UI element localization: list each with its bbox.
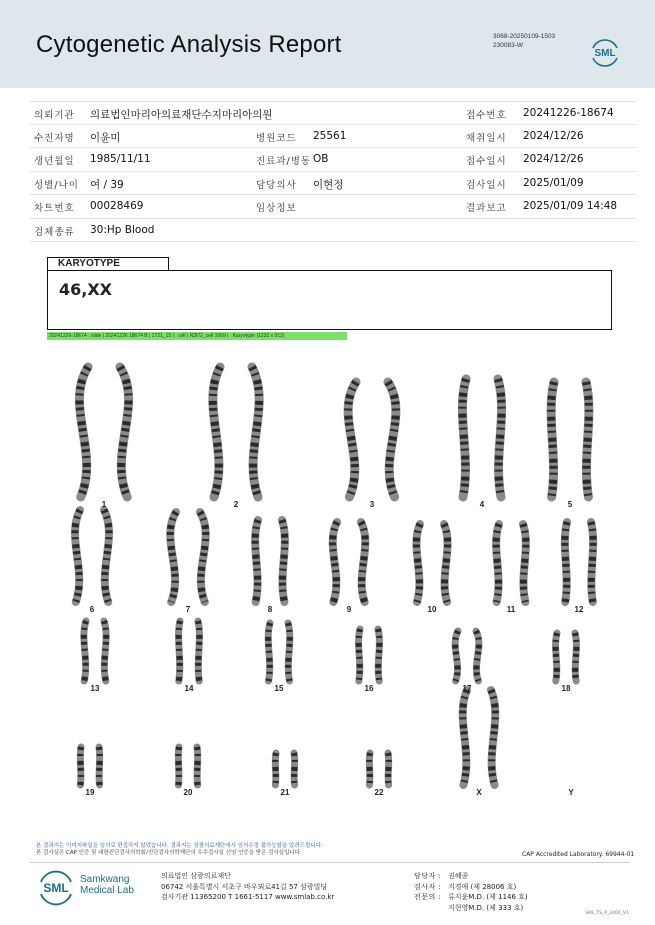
chromosome-label: 22: [374, 788, 384, 797]
karyotype-tab-label: KARYOTYPE: [47, 257, 169, 270]
karyogram-image: [0, 340, 655, 820]
org-name-line1: Samkwang: [80, 874, 130, 885]
info-value: 30:Hp Blood: [90, 223, 155, 236]
cap-accreditation: CAP Accredited Laboratory. 69944-01: [522, 851, 635, 858]
chromosome-11-a: [496, 524, 499, 602]
chromosome-7-b: [200, 512, 206, 602]
chromosome-19-b: [99, 747, 100, 785]
chromosome-label: 1: [101, 500, 107, 509]
chromosome-17-b: [476, 631, 479, 681]
info-label: 접수번호: [466, 110, 507, 121]
chromosome-label: 11: [506, 605, 516, 614]
chromosome-16-a: [359, 629, 360, 681]
chromosome-label: 10: [427, 605, 437, 614]
report-title: Cytogenetic Analysis Report: [36, 31, 342, 58]
chromosome-label: 21: [280, 788, 290, 797]
notice-line-2: 본 검사실은 CAP 인증 및 대한진단검사의학회/진단검사의학재단의 우수검사실 신임 인증을 받은 검사실입니다.: [36, 850, 302, 856]
chromosome-5-a: [551, 382, 554, 497]
info-value: 2024/12/26: [523, 129, 584, 142]
chromosome-18-a: [556, 633, 557, 681]
svg-text:SML: SML: [43, 881, 69, 895]
info-label: 임상정보: [256, 203, 297, 214]
chromosome-label: 18: [561, 684, 571, 693]
chromosome-label: 6: [89, 605, 95, 614]
info-value: OB: [313, 153, 329, 165]
info-row: [30, 219, 636, 243]
chromosome-4-a: [462, 379, 466, 497]
info-label: 병원코드: [256, 132, 297, 144]
address-line1: 의료법인 삼광의료재단: [161, 872, 231, 880]
address-line2: 06742 서울특별시 서초구 바우뫼로41길 57 삼광빌딩: [161, 882, 328, 891]
chromosome-label: 15: [274, 684, 284, 693]
chromosome-11-b: [523, 524, 526, 602]
org-name-line2: Medical Lab: [80, 885, 134, 896]
info-value: 의료법인마리아의료재단수지마리아의원: [90, 109, 273, 121]
chromosome-4-b: [498, 379, 502, 497]
chromosome-6-a: [75, 510, 80, 602]
chromosome-12-b: [591, 522, 593, 602]
chromosome-1-a: [79, 367, 88, 497]
info-value: 2024/12/26: [523, 153, 584, 165]
chromosome-14-a: [179, 621, 180, 681]
chromosome-2-b: [252, 367, 259, 497]
chromosome-label: 13: [90, 684, 100, 693]
info-row: [30, 172, 636, 196]
sml-logo-text: SML: [594, 48, 616, 59]
chromosome-label: 2: [233, 500, 239, 509]
staff-role: 검사자 :: [414, 882, 442, 891]
chromosome-label: 9: [346, 605, 352, 614]
chromosome-19-a: [80, 747, 81, 785]
document-code: [493, 32, 555, 50]
info-label: 검체종류: [34, 226, 75, 238]
info-value: 2025/01/09 14:48: [523, 200, 618, 212]
footer-org-name: [80, 874, 134, 896]
staff-entry: [414, 903, 528, 914]
chromosome-label: X: [476, 788, 482, 797]
footer-staff-list: [414, 871, 528, 913]
info-label: 의뢰기관: [34, 110, 75, 121]
info-label: 성별/나이: [34, 179, 79, 191]
document-code-line2: 230083-W: [493, 42, 523, 49]
staff-name: 류지윤M.D. (제 1146 호): [448, 893, 528, 901]
info-value: 00028469: [90, 200, 144, 212]
notice-line-1: 본 결과지는 이미지파일을 임의로 편집하지 않았습니다. 결과지는 삼광의료재단에서 임의수정 불가능함을 알려드립니다.: [36, 843, 323, 849]
info-label: 검사일시: [466, 179, 507, 191]
chromosome-3-a: [348, 382, 356, 497]
chromosome-21-b: [294, 753, 295, 785]
chromosome-label: 20: [183, 788, 193, 797]
patient-info-table: [30, 101, 636, 242]
report-header: [0, 0, 655, 88]
chromosome-label: 19: [85, 788, 95, 797]
chromosome-label: 12: [574, 605, 584, 614]
chromosome-6-b: [104, 510, 109, 602]
karyotype-result-box: [47, 270, 612, 330]
chromosome-label: 17: [462, 684, 472, 693]
info-label: 채취일시: [466, 132, 507, 144]
info-value: 20241226-18674: [523, 107, 614, 119]
chromosome-label: 8: [267, 605, 273, 614]
info-value: 25561: [313, 129, 347, 142]
document-code-line1: 3068-20250109-1503: [493, 33, 556, 40]
form-number: SML_TS_P_2400_V1: [585, 911, 629, 916]
image-meta-strip: 20241226-18674 : slide | 20241226 18674 B | 1721_15 | : cell | N3I72_cell 1069 | : Karyotype (1232 x 912): [47, 332, 347, 340]
chromosome-20-a: [178, 747, 179, 785]
info-value: 이윤미: [90, 131, 121, 144]
info-value: 여 / 39: [90, 178, 124, 191]
staff-name: 권혜종: [448, 872, 469, 880]
info-row: [30, 125, 636, 149]
info-row: [30, 101, 636, 125]
staff-entry: [414, 882, 528, 893]
chromosome-15-a: [268, 623, 270, 681]
chromosome-8-b: [282, 520, 285, 602]
chromosome-22-b: [388, 753, 389, 785]
chromosome-X-b: [491, 690, 495, 785]
info-label: 차트번호: [34, 203, 75, 214]
info-label: 수진자명: [34, 132, 75, 144]
info-row: [30, 148, 636, 172]
chromosome-label: 5: [567, 500, 573, 509]
chromosome-12-a: [565, 522, 567, 602]
info-value: 이현정: [313, 178, 344, 191]
info-row: [30, 195, 636, 219]
chromosome-9-b: [361, 522, 365, 602]
chromosome-2-a: [213, 367, 220, 497]
info-label: 접수일시: [466, 156, 507, 167]
chromosome-5-b: [586, 382, 589, 497]
chromosome-15-b: [288, 623, 290, 681]
chromosome-3-b: [388, 382, 396, 497]
chromosome-7-a: [170, 512, 176, 602]
chromosome-label: 4: [479, 500, 485, 509]
info-value: 2025/01/09: [523, 176, 584, 189]
info-label: 담당의사: [256, 179, 297, 191]
chromosome-22-a: [369, 753, 370, 785]
chromosome-16-b: [378, 629, 379, 681]
chromosome-label: 14: [184, 684, 194, 693]
karyotype-result: 46,XX: [59, 280, 113, 299]
chromosome-13-b: [104, 621, 106, 681]
chromosome-label: 7: [185, 605, 191, 614]
chromosome-1-b: [120, 367, 129, 497]
staff-name: 지현영M.D. (제 333 호): [448, 903, 524, 912]
staff-entry: [414, 892, 528, 903]
staff-entry: [414, 871, 528, 882]
chromosome-label: 16: [364, 684, 374, 693]
staff-name: 지경애 (제 28006 호): [448, 882, 517, 891]
chromosome-21-a: [275, 753, 276, 785]
chromosome-8-a: [255, 520, 258, 602]
chromosome-10-a: [416, 524, 420, 602]
info-label: 진료과/병동: [256, 156, 312, 167]
chromosome-10-b: [444, 524, 448, 602]
info-label: 결과보고: [466, 203, 507, 214]
chromosome-9-a: [333, 522, 337, 602]
report-notice: [36, 843, 323, 857]
chromosome-X-a: [463, 690, 467, 785]
chromosome-label: 3: [369, 500, 375, 509]
address-line3: 검사기관 11365200 T 1661-5117 www.smlab.co.kr: [161, 893, 335, 901]
footer-address: [161, 871, 334, 903]
chromosome-18-b: [575, 633, 576, 681]
chromosome-13-a: [84, 621, 86, 681]
staff-role: 전문의 :: [414, 893, 442, 901]
chromosome-14-b: [198, 621, 199, 681]
info-value: 1985/11/11: [90, 153, 151, 165]
info-label: 생년월일: [34, 156, 75, 167]
sml-logo: [588, 36, 622, 70]
footer-divider: [30, 862, 630, 863]
chromosome-label: Y: [568, 788, 574, 797]
chromosome-17-a: [455, 631, 458, 681]
chromosome-20-b: [197, 747, 198, 785]
staff-role: 담당자 :: [414, 872, 442, 880]
samkwang-logo-icon: [36, 868, 76, 908]
